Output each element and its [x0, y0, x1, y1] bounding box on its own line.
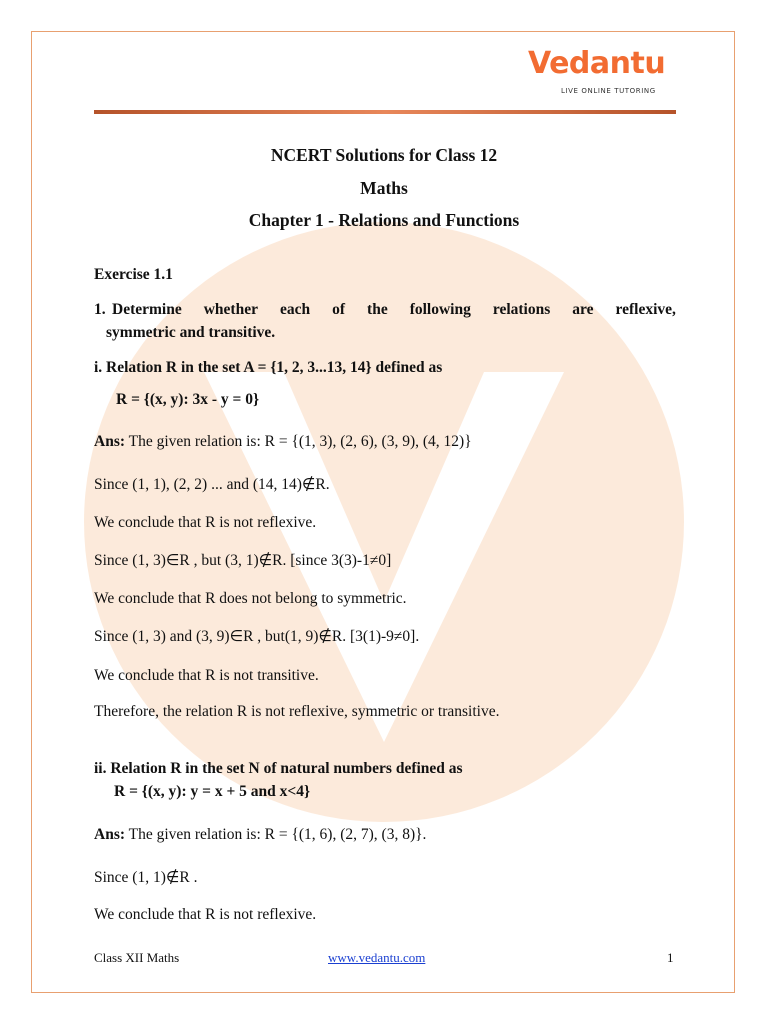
answer-line — [94, 514, 316, 532]
answer-line — [94, 475, 330, 494]
part-ii-heading: ii. Relation R in the set N of natural numbers defined as — [94, 760, 463, 777]
footer-class-label: Class XII Maths — [94, 950, 180, 965]
answer-text: Since (1, 3)∈R , but (3, 1)∉R. [since 3(3)-1≠0] — [94, 552, 392, 569]
answer-text: Since (1, 1)∉R . — [94, 869, 198, 886]
answer-text: We conclude that R is not reflexive. — [94, 906, 317, 923]
answer-text: Since (1, 1), (2, 2) ... and (14, 14)∉R. — [94, 476, 330, 493]
question-word: are — [572, 301, 594, 318]
question-word: the — [367, 301, 388, 318]
question-word: whether — [203, 301, 258, 318]
part-i-heading: i. Relation R in the set A = {1, 2, 3...13, 14} defined as — [94, 359, 443, 376]
question-word: following — [409, 301, 471, 318]
question-text-line2: symmetric and transitive. — [106, 324, 276, 341]
header-divider — [94, 110, 676, 114]
answer-text: The given relation is: R = {(1, 6), (2, 7), (3, 8)}. — [125, 826, 427, 843]
answer-line — [94, 667, 319, 685]
answer-line — [94, 433, 472, 451]
answer-line — [94, 703, 499, 721]
answer-text: Since (1, 3) and (3, 9)∈R , but(1, 9)∉R. [3(1)-9≠0]. — [94, 628, 420, 645]
doc-chapter: Chapter 1 - Relations and Functions — [248, 210, 520, 230]
answer-text: We conclude that R is not transitive. — [94, 667, 319, 684]
vedantu-logo — [528, 46, 678, 106]
question-word: reflexive, — [615, 301, 676, 318]
question-word: Determine — [112, 301, 182, 318]
doc-title: NCERT Solutions for Class 12 — [270, 145, 498, 165]
answer-text: We conclude that R is not reflexive. — [94, 514, 317, 531]
question-word: relations — [492, 301, 551, 318]
exercise-heading: Exercise 1.1 — [94, 266, 173, 283]
question-word: each — [279, 301, 311, 318]
answer-label: Ans: — [94, 826, 126, 843]
part-ii-relation: R = {(x, y): y = x + 5 and x<4} — [114, 783, 311, 800]
logo-wordmark: Vedantu — [528, 46, 666, 81]
question-word: of — [332, 301, 346, 318]
logo-tagline: LIVE ONLINE TUTORING — [561, 87, 656, 95]
footer-page-number: 1 — [667, 950, 674, 965]
answer-line — [94, 627, 419, 646]
doc-subject: Maths — [360, 178, 408, 198]
answer-line — [94, 826, 426, 844]
answer-text: The given relation is: R = {(1, 3), (2, 6), (3, 9), (4, 12)} — [125, 433, 472, 450]
question-text-line1 — [112, 301, 676, 319]
answer-line — [94, 868, 197, 887]
footer-website-link[interactable]: www.vedantu.com — [328, 950, 426, 965]
answer-line — [94, 551, 391, 570]
answer-text: Therefore, the relation R is not reflexive, symmetric or transitive. — [94, 703, 500, 720]
question-number: 1. — [94, 301, 106, 318]
answer-line — [94, 590, 407, 608]
answer-text: We conclude that R does not belong to symmetric. — [94, 590, 407, 607]
answer-line — [94, 906, 316, 924]
answer-label: Ans: — [94, 433, 126, 450]
part-i-relation: R = {(x, y): 3x - y = 0} — [116, 391, 260, 408]
